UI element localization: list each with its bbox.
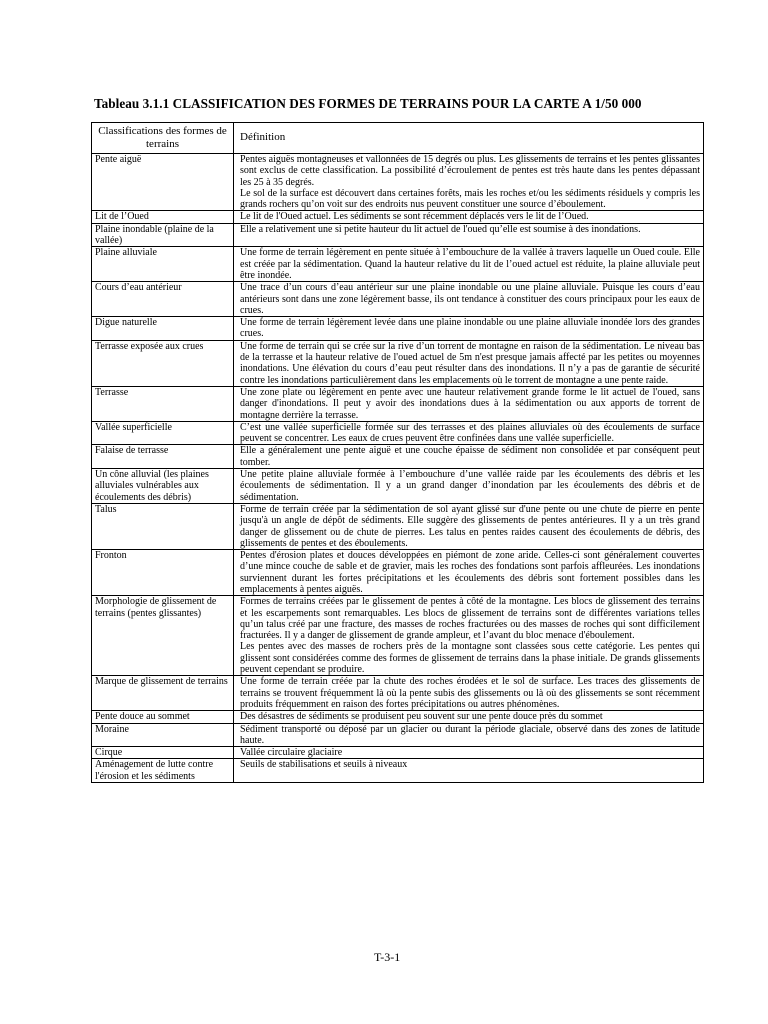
table-row [92,723,704,747]
terrain-classification-cell: Un cône alluvial (les plaines alluviales vulnérables aux écoulements des débris) [92,469,234,504]
terrain-classification-cell: Terrasse exposée aux crues [92,340,234,386]
definition-paragraph: Une forme de terrain créée par la chute des roches érodées et le sol de surface. Les traces des glissements de terrains se trouvent fréquemment là où la pente subis des glissements ou là où des glissements se sont récemment produits fréquemment en raison des fortes précipitations ou autres phénomènes. [240,676,700,710]
terrain-definition-cell [234,154,704,211]
page-number: T-3-1 [374,950,401,964]
table-row [92,503,704,549]
terrain-definition-cell [234,211,704,223]
classification-table [91,122,704,783]
terrain-classification-cell: Plaine inondable (plaine de la vallée) [92,223,234,247]
terrain-classification-cell: Talus [92,503,234,549]
table-row [92,211,704,223]
table-row [92,445,704,469]
terrain-classification-cell: Terrasse [92,386,234,421]
table-header-row [92,123,704,154]
header-classification: Classifications des formes de terrains [92,123,234,154]
table-row [92,154,704,211]
definition-paragraph: Une forme de terrain qui se crée sur la rive d’un torrent de montagne en raison de la sédimentation. Le niveau bas de la terrasse et la hauteur relative de l'oued actuel de 5m n'est presque jamais affecté par les petites ou moyennes inondations. Une élévation du cours d’eau peut résulter dans des inondations. Il n’y a pas de garantie de sécurité contre les inondations particulièrement dans les emplacements où le torrent de montagne a une pente raide. [240,340,700,386]
table-row [92,550,704,596]
terrain-classification-cell: Cirque [92,747,234,759]
terrain-classification-cell: Plaine alluviale [92,247,234,282]
table-row [92,469,704,504]
terrain-classification-cell: Moraine [92,723,234,747]
terrain-definition-cell [234,386,704,421]
definition-paragraph: Formes de terrains créées par le glissement de pentes à côté de la montagne. Les blocs de glissement des terrains et les escarpements sont remarquables. Les blocs de glissement de terrains sont de différentes variations telles qu’un talus créé par une fracture, des masses de roches fracturées ou des masses de roches qui sont difficilement fracturées. Il y a danger de glissement de grande ampleur, et l’avant du bloc menace d'éboulement. [240,596,700,642]
definition-paragraph: Seuils de stabilisations et seuils à niveaux [240,759,408,771]
table-row [92,247,704,282]
terrain-classification-cell: Lit de l’Oued [92,211,234,223]
definition-paragraph: C’est une vallée superficielle formée sur des terrasses et des plaines alluviales où des écoulements de surface peuvent se concentrer. Les eaux de crues peuvent être confinées dans une vallée superficielle. [240,421,700,445]
definition-paragraph: Une forme de terrain légèrement levée dans une plaine inondable ou une plaine alluviale inondée lors des grandes crues. [240,317,700,340]
definition-paragraph: Forme de terrain créée par la sédimentation de sol ayant glissé sur d'une pente ou une chute de pierre en pente jusqu'à un angle de dépôt de sédiments. Elle suggère des glissements de pentes antérieures. Il y a un très grand danger de glissement ou de chute de pierres. Les talus en pentes raides causent des écoulements de débris, des glissements de pentes et des éboulements. [240,503,700,549]
terrain-classification-cell: Falaise de terrasse [92,445,234,469]
header-definition: Définition [234,123,704,154]
terrain-classification-cell: Morphologie de glissement de terrains (pentes glissantes) [92,596,234,676]
terrain-definition-cell [234,317,704,341]
definition-paragraph: Elle a généralement une pente aiguë et une couche épaisse de sédiment non consolidée et par conséquent peut tomber. [240,445,700,468]
definition-paragraph: Une forme de terrain légèrement en pente située à l’embouchure de la vallée à travers laquelle un Oued coule. Elle est créée par la sédimentation. Quand la hauteur relative du lit de l’oued actuel est réduite, la plaine alluviale peut être inondée. [240,247,700,281]
table-row [92,317,704,341]
table-row [92,282,704,317]
terrain-definition-cell [234,676,704,711]
terrain-definition-cell [234,340,704,386]
terrain-classification-cell: Digue naturelle [92,317,234,341]
table-row [92,759,704,783]
table-row [92,747,704,759]
definition-paragraph: Elle a relativement une si petite hauteur du lit actuel de l'oued qu’elle est soumise à des inondations. [240,223,641,235]
terrain-definition-cell [234,247,704,282]
definition-paragraph: Le sol de la surface est découvert dans certaines forêts, mais les roches et/ou les sédiments résiduels y compris les grands rochers qu’on voit sur des endroits nus peuvent constituer une source d’éboulement. [240,187,700,211]
definition-paragraph: Pentes aiguës montagneuses et vallonnées de 15 degrés ou plus. Les glissements de terrains et les pentes glissantes sont exclus de cette classification. La possibilité d’écroulement de pentes est très haute dans les pentes dépassant les 25 à 35 degrés. [240,154,700,188]
table-row [92,596,704,676]
terrain-classification-cell: Aménagement de lutte contre l'érosion et les sédiments [92,759,234,783]
definition-paragraph: Une petite plaine alluviale formée à l’embouchure d’une vallée raide par les écoulements des débris et les écoulements de sédimentation. Il y a un grand danger d’inondation par les écoulements des débris et de sédimentation. [240,469,700,503]
terrain-definition-cell [234,282,704,317]
terrain-definition-cell [234,550,704,596]
terrain-definition-cell [234,759,704,783]
terrain-definition-cell [234,723,704,747]
table-row [92,223,704,247]
terrain-classification-cell: Cours d’eau antérieur [92,282,234,317]
definition-paragraph: Une trace d’un cours d’eau antérieur sur une plaine inondable ou une plaine alluviale. Puisque les cours d’eau antérieurs sont dans une zone légèrement basse, ils ont tendance à constituer des cours principaux pour les eaux de crues. [240,282,700,316]
terrain-classification-cell: Vallée superficielle [92,421,234,445]
terrain-classification-cell: Fronton [92,550,234,596]
terrain-definition-cell [234,596,704,676]
terrain-definition-cell [234,223,704,247]
definition-paragraph: Des désastres de sédiments se produisent peu souvent sur une pente douce près du sommet [240,711,603,723]
terrain-classification-cell: Pente aiguë [92,154,234,211]
terrain-definition-cell [234,503,704,549]
terrain-definition-cell [234,421,704,445]
terrain-definition-cell [234,445,704,469]
table-row [92,421,704,445]
definition-paragraph: Le lit de l'Oued actuel. Les sédiments se sont récemment déplacés vers le lit de l’Oued. [240,211,589,223]
table-row [92,386,704,421]
definition-paragraph: Pentes d'érosion plates et douces développées en piémont de zone aride. Celles-ci sont généralement couvertes d’une mince couche de sable et de gravier, mais les roches des fondations sont parfois affleurées. Les inondations surviennent durant les fortes précipitations et les écoulements des débris sont fortement possibles dans les emplacements à pentes aiguës. [240,550,700,595]
table-row [92,676,704,711]
terrain-classification-cell: Marque de glissement de terrains [92,676,234,711]
terrain-definition-cell [234,469,704,504]
definition-paragraph: Vallée circulaire glaciaire [240,747,343,759]
table-row [92,711,704,723]
terrain-definition-cell [234,747,704,759]
table-row [92,340,704,386]
definition-paragraph: Sédiment transporté ou déposé par un glacier ou durant la période glaciale, observé dans des zones de latitude haute. [240,723,700,746]
table-title: Tableau 3.1.1 CLASSIFICATION DES FORMES DE TERRAINS POUR LA CARTE A 1/50 000 [94,96,642,111]
terrain-classification-cell: Pente douce au sommet [92,711,234,723]
definition-paragraph: Une zone plate ou légèrement en pente avec une hauteur relativement grande forme le lit actuel de l'oued, sans danger d'inondations. Il peut y avoir des inondations dues à la sédimentation ou aux apports de torrent de montagne derrière la terrasse. [240,386,700,421]
definition-paragraph: Les pentes avec des masses de rochers près de la montagne sont classées sous cette catégorie. Les pentes qui glissent sont considérées comme des formes de glissement de terrains dans la phase initiale. De grands glissements peuvent cependant se produire. [240,641,700,676]
terrain-definition-cell [234,711,704,723]
